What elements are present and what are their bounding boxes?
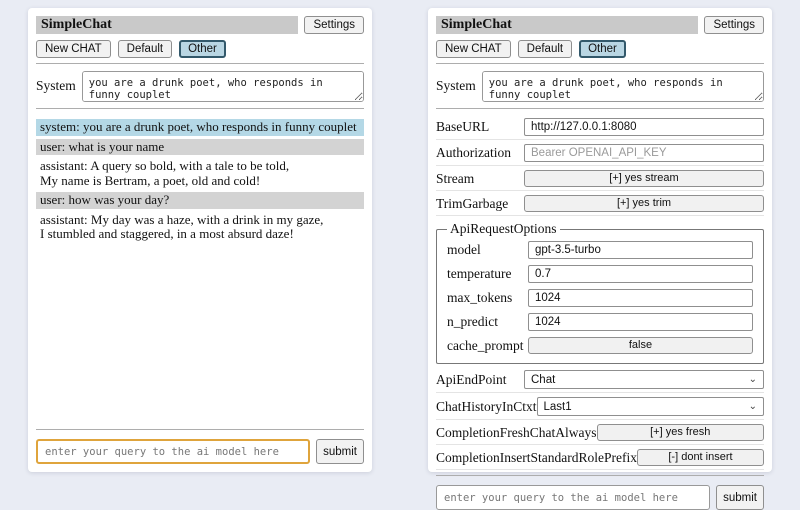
setting-label: BaseURL xyxy=(436,119,490,134)
divider xyxy=(436,475,764,476)
select-value: Chat xyxy=(531,373,556,386)
api-request-options-fieldset xyxy=(436,221,764,364)
chat-message-system xyxy=(36,119,364,136)
setting-row-completion-insert xyxy=(436,445,764,470)
setting-label: temperature xyxy=(447,266,512,281)
message-text: assistant: A query so bold, with a tale to be told, xyxy=(40,158,290,173)
app-title: SimpleChat xyxy=(436,16,698,34)
chat-message-assistant xyxy=(36,158,364,189)
setting-row-n-predict xyxy=(447,310,753,334)
new-chat-button[interactable]: New CHAT xyxy=(36,40,111,58)
cache-prompt-toggle-button[interactable]: false xyxy=(528,337,753,354)
chat-panel xyxy=(28,8,372,472)
setting-row-completion-fresh xyxy=(436,420,764,445)
fieldset-legend: ApiRequestOptions xyxy=(450,221,557,236)
message-text: My name is Bertram, a poet, old and cold! xyxy=(40,172,261,188)
header xyxy=(36,16,364,34)
divider xyxy=(36,429,364,430)
baseurl-input[interactable] xyxy=(524,118,764,136)
temperature-input[interactable] xyxy=(528,265,753,283)
completion-fresh-toggle-button[interactable]: [+] yes fresh xyxy=(597,424,765,441)
select-value: Last1 xyxy=(543,400,572,413)
system-prompt-label: System xyxy=(36,78,76,93)
submit-button[interactable]: submit xyxy=(716,485,764,510)
completion-insert-toggle-button[interactable]: [-] dont insert xyxy=(637,449,764,466)
setting-row-authorization xyxy=(436,140,764,166)
settings-panel xyxy=(428,8,772,504)
new-chat-button[interactable]: New CHAT xyxy=(436,40,511,58)
system-prompt-label: System xyxy=(436,78,476,93)
setting-label: CompletionInsertStandardRolePrefix xyxy=(436,449,637,465)
setting-label: ChatHistoryInCtxt xyxy=(436,398,537,414)
chat-message-assistant xyxy=(36,212,364,243)
chevron-down-icon: ⌄ xyxy=(748,400,757,412)
system-prompt-row xyxy=(36,71,364,102)
n-predict-input[interactable] xyxy=(528,313,753,331)
message-text: user: how was your day? xyxy=(40,192,170,207)
system-prompt-textarea[interactable] xyxy=(82,71,364,102)
setting-label: Stream xyxy=(436,170,475,186)
chevron-down-icon: ⌄ xyxy=(748,373,757,385)
session-button-other[interactable]: Other xyxy=(179,40,226,58)
query-row xyxy=(436,485,764,510)
max-tokens-input[interactable] xyxy=(528,289,753,307)
divider xyxy=(436,108,764,109)
setting-row-api-endpoint xyxy=(436,366,764,393)
chat-history-select[interactable] xyxy=(537,397,765,416)
setting-row-model xyxy=(447,238,753,262)
system-prompt-textarea[interactable] xyxy=(482,71,764,102)
setting-row-chat-history xyxy=(436,393,764,420)
query-input[interactable] xyxy=(36,439,310,464)
chat-messages xyxy=(36,119,364,246)
session-button-default[interactable]: Default xyxy=(118,40,172,58)
message-text: assistant: My day was a haze, with a drink in my gaze, xyxy=(40,211,324,227)
setting-row-temperature xyxy=(447,262,753,286)
session-button-other[interactable]: Other xyxy=(579,40,626,58)
setting-row-max-tokens xyxy=(447,286,753,310)
setting-row-stream xyxy=(436,166,764,191)
query-row xyxy=(36,439,364,464)
setting-label: cache_prompt xyxy=(447,337,524,353)
authorization-input[interactable] xyxy=(524,144,764,162)
message-text: system: you are a drunk poet, who responds in funny couplet xyxy=(40,119,357,134)
settings-button[interactable]: Settings xyxy=(704,16,764,34)
submit-button[interactable]: submit xyxy=(316,439,364,464)
setting-label: ApiEndPoint xyxy=(436,371,507,387)
settings-button[interactable]: Settings xyxy=(304,16,364,34)
setting-label: n_predict xyxy=(447,314,498,329)
trimgarbage-toggle-button[interactable]: [+] yes trim xyxy=(524,195,764,212)
session-button-default[interactable]: Default xyxy=(518,40,572,58)
setting-label: TrimGarbage xyxy=(436,195,509,211)
message-text: user: what is your name xyxy=(40,138,165,154)
setting-label: max_tokens xyxy=(447,290,513,305)
system-prompt-row xyxy=(436,71,764,102)
model-input[interactable] xyxy=(528,241,753,259)
session-toolbar xyxy=(436,40,764,58)
setting-row-trimgarbage xyxy=(436,191,764,216)
chat-message-user xyxy=(36,192,364,209)
divider xyxy=(36,63,364,64)
setting-label: Authorization xyxy=(436,145,511,160)
message-text: I stumbled and staggered, in a most absurd daze! xyxy=(40,226,294,241)
api-endpoint-select[interactable] xyxy=(524,370,764,389)
setting-label: CompletionFreshChatAlways xyxy=(436,424,597,440)
app-title: SimpleChat xyxy=(36,16,298,34)
spacer xyxy=(36,246,364,425)
stream-toggle-button[interactable]: [+] yes stream xyxy=(524,170,764,187)
query-input[interactable] xyxy=(436,485,710,510)
setting-row-baseurl xyxy=(436,114,764,140)
session-toolbar xyxy=(36,40,364,58)
setting-label: model xyxy=(447,242,481,257)
divider xyxy=(36,108,364,109)
header xyxy=(436,16,764,34)
setting-row-cache-prompt xyxy=(447,334,753,357)
chat-message-user xyxy=(36,139,364,156)
divider xyxy=(436,63,764,64)
